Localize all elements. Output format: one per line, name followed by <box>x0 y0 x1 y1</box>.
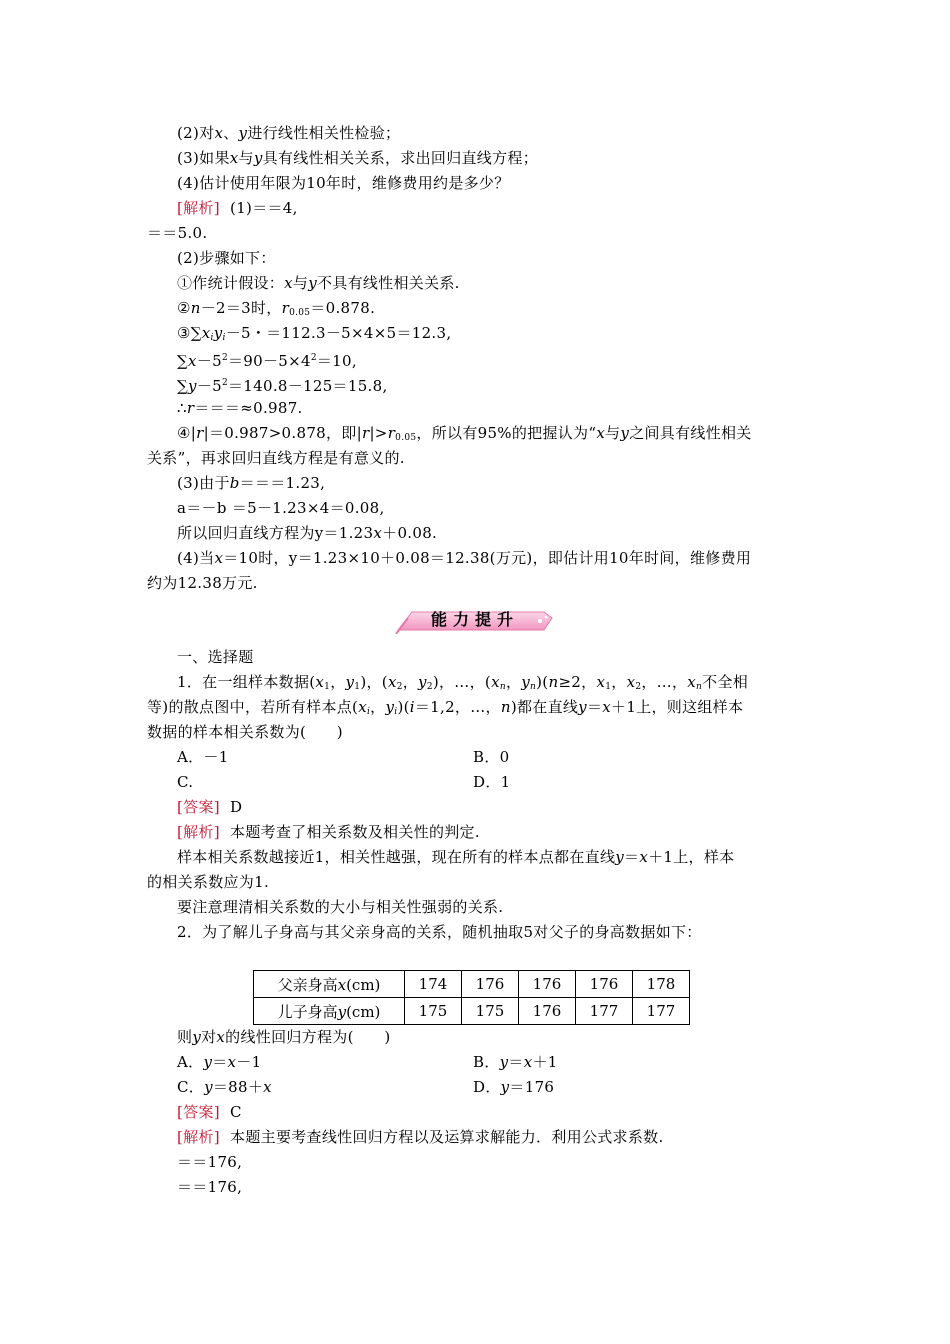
q1-explanation-line-2: 样本相关系数越接近1，相关性越强，现在所有的样本点都在直线y＝x＋1上，样本 <box>177 848 735 866</box>
solution-line-7: $\sum x-5^2=90-5\times 4^2=10$, <box>177 352 357 370</box>
answer-tag: [答案] <box>177 1103 220 1121</box>
q1-explanation: [解析] 本题考查了相关系数及相关性的判定. <box>177 823 480 841</box>
q1-line-2: 等)的散点图中，若所有样本点($x_i$，$y_i)(i=1,2$，…，n)都在直线y＝x＋1上，则这组样本 <box>147 698 744 717</box>
section-title: 一、选择题 <box>177 648 254 666</box>
q1-line-3: 数据的样本相关系数为( ) <box>147 723 343 741</box>
table-cell: 177 <box>576 998 633 1025</box>
solution-tag: [解析] <box>177 199 220 217</box>
solution-line-1: [解析] (1)＝＝4, <box>177 199 298 217</box>
q2-answer: [答案] C <box>177 1103 242 1121</box>
q1-answer: [答案] D <box>177 798 243 816</box>
table-cell: 175 <box>405 998 462 1025</box>
solution-line-15: (4)当x＝10时，y＝1.23×10＋0.08＝12.38(万元)，即估计用10年时间，维修费用 <box>177 549 752 567</box>
answer-tag: [答案] <box>177 798 220 816</box>
q2-option-c: C．y＝88＋x <box>177 1078 272 1096</box>
q1-explanation-line-3: 的相关系数应为1. <box>147 873 270 891</box>
section-banner <box>394 604 556 634</box>
q2-explanation-line-3: ＝＝176, <box>177 1178 243 1196</box>
father-height-label: 父亲身高x(cm) <box>254 971 405 998</box>
explanation-tag: [解析] <box>177 823 220 841</box>
height-data-table <box>253 970 690 1025</box>
question-2-line: (2)对x、y进行线性相关性检验； <box>177 124 401 142</box>
q2-question-line: 则y对x的线性回归方程为( ) <box>177 1028 391 1046</box>
q2-option-b: B．y＝x＋1 <box>473 1053 558 1071</box>
solution-line-12: (3)由于b＝＝＝1.23, <box>177 474 326 492</box>
q1-explanation-line-4: 要注意理清相关系数的大小与相关性强弱的关系. <box>177 898 504 916</box>
banner-title: 能力提升 <box>430 610 519 629</box>
question-3-line: (3)如果x与y具有线性相关关系，求出回归直线方程； <box>177 149 539 167</box>
table-cell: 176 <box>576 971 633 998</box>
explanation-tag: [解析] <box>177 1128 220 1146</box>
solution-line-2: ＝＝5.0. <box>147 224 208 242</box>
q2-option-a: A．y＝x－1 <box>177 1053 262 1071</box>
solution-line-11: 关系”，再求回归直线方程是有意义的. <box>147 449 405 467</box>
solution-line-6: $③\sum x_iy_i-5$・＝112.3－5×4×5＝12.3, <box>177 324 452 343</box>
solution-line-4: ①作统计假设：x与y不具有线性相关关系. <box>177 274 460 292</box>
solution-line-13: a＝－b ＝5－1.23×4＝0.08, <box>177 499 385 517</box>
q1-line-1: 1．在一组样本数据($x_1$，$y_1$)，($x_2$，$y_2$)，…，($x_n$，$y_n)(n\ge 2$，$x_1$，$x_2$，…，$x_n$不全相 <box>177 673 749 692</box>
q2-explanation-line-2: ＝＝176, <box>177 1153 243 1171</box>
son-height-label: 儿子身高y(cm) <box>254 998 405 1025</box>
solution-line-9: ∴r＝＝＝≈0.987. <box>177 399 303 417</box>
solution-line-8: $\sum y-5^2=140.8-125=15.8$, <box>177 377 388 395</box>
solution-line-5: ②n－2＝3时，$r_{0.05}=0.878$. <box>177 299 376 318</box>
question-4-line: (4)估计使用年限为10年时，维修费用约是多少？ <box>177 174 510 192</box>
q2-explanation: [解析] 本题主要考查线性回归方程以及运算求解能力．利用公式求系数. <box>177 1128 664 1146</box>
q2-stem: 2．为了解儿子身高与其父亲身高的关系，随机抽取5对父子的身高数据如下： <box>177 923 702 941</box>
table-cell: 176 <box>462 971 519 998</box>
table-cell: 178 <box>633 971 690 998</box>
q1-option-a: A．－1 <box>177 748 229 766</box>
solution-line-14: 所以回归直线方程为y＝1.23x＋0.08. <box>177 524 438 542</box>
solution-line-10: ④|r|＝0.987>0.878，即$|r|>r_{0.05}$，所以有95%的把握认为“x与y之间具有线性相关 <box>177 424 752 443</box>
table-cell: 175 <box>462 998 519 1025</box>
table-cell: 176 <box>519 971 576 998</box>
q1-option-c: C. <box>177 773 194 791</box>
solution-line-3: (2)步骤如下： <box>177 249 276 267</box>
table-row <box>254 998 690 1025</box>
q1-option-d: D．1 <box>473 773 511 791</box>
table-cell: 177 <box>633 998 690 1025</box>
table-row <box>254 971 690 998</box>
q1-option-b: B．0 <box>473 748 510 766</box>
table-cell: 174 <box>405 971 462 998</box>
solution-line-16: 约为12.38万元. <box>147 574 258 592</box>
table-cell: 176 <box>519 998 576 1025</box>
q2-option-d: D．y＝176 <box>473 1078 555 1096</box>
